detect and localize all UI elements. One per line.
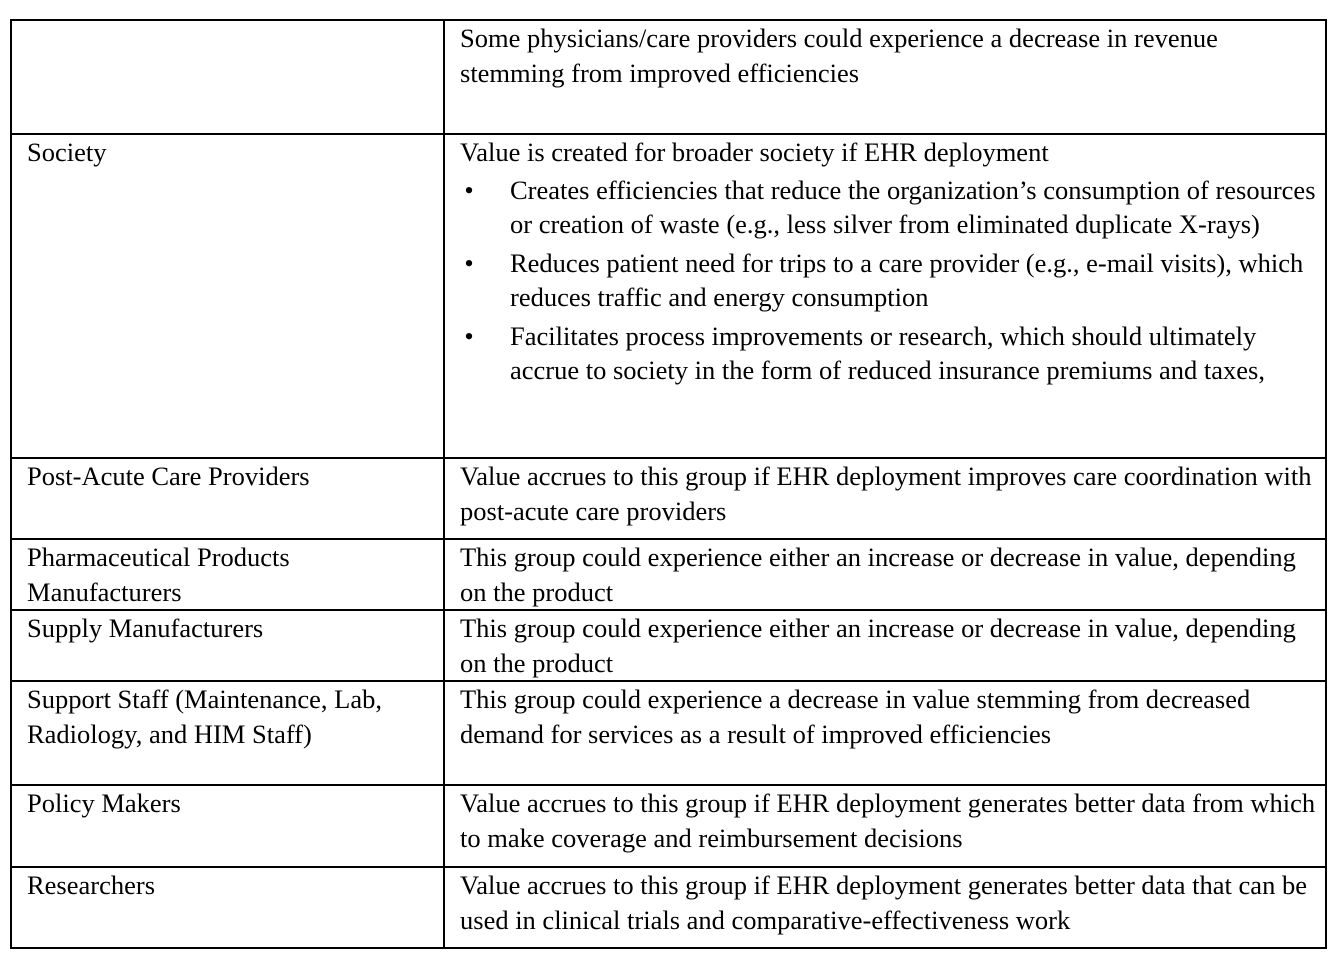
description-cell (444, 867, 1326, 948)
stakeholder-cell (11, 681, 444, 785)
table-row (11, 610, 1326, 681)
description-cell (444, 785, 1326, 867)
stakeholder-value-table (10, 19, 1327, 949)
stakeholder-cell (11, 785, 444, 867)
description-text: Value accrues to this group if EHR deployment improves care coordination with post-acute care providers (460, 461, 1312, 526)
table-row (11, 539, 1326, 610)
table-row (11, 867, 1326, 948)
description-cell (444, 20, 1326, 134)
stakeholder-label: Support Staff (Maintenance, Lab, Radiology, and HIM Staff) (27, 684, 382, 749)
description-text: This group could experience either an increase or decrease in value, depending on the product (460, 613, 1296, 678)
description-text: This group could experience a decrease in value stemming from decreased demand for services as a result of improved efficiencies (460, 684, 1251, 749)
bullet-list (460, 173, 1317, 388)
table-row (11, 134, 1326, 458)
description-cell (444, 681, 1326, 785)
bullet-text: Creates efficiencies that reduce the organization’s consumption of resources or creation of waste (e.g., less silver from eliminated duplicate X-rays) (510, 174, 1316, 239)
stakeholder-label: Post-Acute Care Providers (27, 461, 310, 491)
table-row (11, 458, 1326, 539)
description-text: Some physicians/care providers could experience a decrease in revenue stemming from improved efficiencies (460, 23, 1218, 88)
description-text: This group could experience either an increase or decrease in value, depending on the product (460, 542, 1296, 607)
bullet-icon: • (464, 247, 474, 278)
stakeholder-cell (11, 20, 444, 134)
stakeholder-label: Researchers (27, 870, 156, 900)
description-text: Value is created for broader society if EHR deployment (460, 137, 1049, 167)
stakeholder-label: Pharmaceutical Products Manufacturers (27, 542, 290, 607)
table-row (11, 20, 1326, 134)
description-cell (444, 134, 1326, 458)
stakeholder-cell (11, 458, 444, 539)
description-cell (444, 610, 1326, 681)
list-item (460, 319, 1317, 388)
bullet-icon: • (464, 174, 474, 205)
bullet-text: Reduces patient need for trips to a care provider (e.g., e-mail visits), which reduces traffic and energy consumption (510, 247, 1304, 312)
description-cell (444, 458, 1326, 539)
stakeholder-label: Society (27, 137, 107, 167)
stakeholder-cell (11, 134, 444, 458)
list-item (460, 246, 1317, 315)
bullet-icon: • (464, 320, 474, 351)
bullet-text: Facilitates process improvements or research, which should ultimately accrue to society in the form of reduced insurance premiums and taxes, (510, 320, 1265, 385)
stakeholder-label: Supply Manufacturers (27, 613, 264, 643)
stakeholder-cell (11, 610, 444, 681)
description-cell (444, 539, 1326, 610)
stakeholder-label: Policy Makers (27, 788, 181, 818)
list-item (460, 173, 1317, 242)
table-row (11, 681, 1326, 785)
stakeholder-cell (11, 867, 444, 948)
stakeholder-cell (11, 539, 444, 610)
document-page (10, 19, 1327, 949)
table-row (11, 785, 1326, 867)
description-text: Value accrues to this group if EHR deployment generates better data that can be used in clinical trials and comparative-effectiveness work (460, 870, 1307, 935)
description-text: Value accrues to this group if EHR deployment generates better data from which to make coverage and reimbursement decisions (460, 788, 1316, 853)
